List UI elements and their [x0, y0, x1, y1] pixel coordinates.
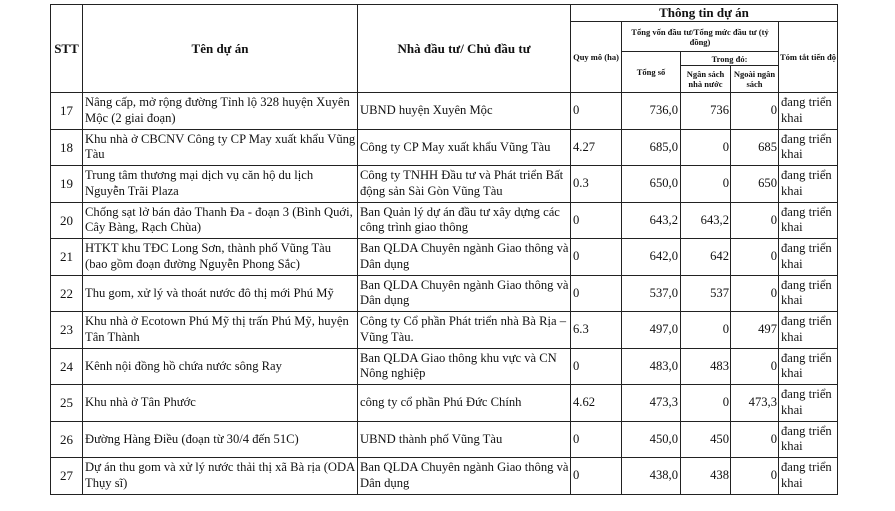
- cell-ngoai-ngan-sach: 0: [731, 239, 779, 276]
- cell-ngan-sach: 0: [681, 385, 731, 422]
- header-tong-so: Tổng số: [622, 52, 681, 93]
- table-row: [51, 93, 838, 130]
- cell-ten-du-an: Nâng cấp, mở rộng đường Tỉnh lộ 328 huyện Xuyên Mộc (2 giai đoạn): [83, 93, 358, 130]
- cell-ngan-sach: 537: [681, 275, 731, 312]
- header-trong-do: Trong đó:: [681, 52, 779, 66]
- table-row: [51, 385, 838, 422]
- cell-ten-du-an: HTKT khu TĐC Long Sơn, thành phố Vũng Tàu (bao gồm đoạn đường Nguyễn Phong Sắc): [83, 239, 358, 276]
- cell-tong-so: 650,0: [622, 166, 681, 203]
- cell-stt: 18: [51, 129, 83, 166]
- cell-ngan-sach: 643,2: [681, 202, 731, 239]
- cell-tien-do: đang triển khai: [779, 458, 838, 495]
- table-row: [51, 129, 838, 166]
- cell-tien-do: đang triển khai: [779, 385, 838, 422]
- header-tom-tat: Tóm tắt tiến độ: [779, 22, 838, 93]
- cell-nha-dau-tu: Công ty TNHH Đầu tư và Phát triển Bất động sản Sài Gòn Vũng Tàu: [358, 166, 571, 203]
- cell-ten-du-an: Khu nhà ở CBCNV Công ty CP May xuất khẩu Vũng Tàu: [83, 129, 358, 166]
- cell-ten-du-an: Khu nhà ở Tân Phước: [83, 385, 358, 422]
- cell-quy-mo: 6.3: [571, 312, 622, 349]
- cell-nha-dau-tu: Ban QLDA Chuyên ngành Giao thông và Dân dụng: [358, 239, 571, 276]
- cell-ngoai-ngan-sach: 0: [731, 421, 779, 458]
- cell-tien-do: đang triển khai: [779, 93, 838, 130]
- header-ngan-sach: Ngân sách nhà nước: [681, 66, 731, 93]
- cell-nha-dau-tu: công ty cổ phần Phú Đức Chính: [358, 385, 571, 422]
- cell-tien-do: đang triển khai: [779, 239, 838, 276]
- table-row: [51, 312, 838, 349]
- cell-quy-mo: 4.62: [571, 385, 622, 422]
- cell-ngan-sach: 0: [681, 312, 731, 349]
- header-stt: STT: [51, 5, 83, 93]
- cell-stt: 23: [51, 312, 83, 349]
- cell-ngoai-ngan-sach: 473,3: [731, 385, 779, 422]
- cell-ten-du-an: Kênh nội đồng hồ chứa nước sông Ray: [83, 348, 358, 385]
- project-table-sheet: [50, 4, 838, 495]
- table-row: [51, 166, 838, 203]
- cell-nha-dau-tu: Công ty CP May xuất khẩu Vũng Tàu: [358, 129, 571, 166]
- cell-tong-so: 450,0: [622, 421, 681, 458]
- cell-nha-dau-tu: Công ty Cổ phần Phát triển nhà Bà Rịa – Vũng Tàu.: [358, 312, 571, 349]
- cell-ngan-sach: 0: [681, 166, 731, 203]
- header-ten-du-an: Tên dự án: [83, 5, 358, 93]
- cell-quy-mo: 0.3: [571, 166, 622, 203]
- cell-ngan-sach: 0: [681, 129, 731, 166]
- cell-quy-mo: 0: [571, 275, 622, 312]
- cell-ten-du-an: Trung tâm thương mại dịch vụ căn hộ du lịch Nguyễn Trãi Plaza: [83, 166, 358, 203]
- cell-nha-dau-tu: Ban Quản lý dự án đầu tư xây dựng các công trình giao thông: [358, 202, 571, 239]
- table-row: [51, 348, 838, 385]
- header-tong-von: Tổng vốn đầu tư/Tổng mức đầu tư (tỷ đồng): [622, 22, 779, 52]
- cell-tong-so: 685,0: [622, 129, 681, 166]
- cell-ngan-sach: 736: [681, 93, 731, 130]
- header-thong-tin: Thông tin dự án: [571, 5, 838, 22]
- cell-quy-mo: 0: [571, 93, 622, 130]
- table-row: [51, 202, 838, 239]
- cell-stt: 22: [51, 275, 83, 312]
- project-table: [50, 4, 838, 495]
- header-ngoai-ngan-sach: Ngoài ngân sách: [731, 66, 779, 93]
- cell-ngoai-ngan-sach: 0: [731, 93, 779, 130]
- table-row: [51, 458, 838, 495]
- cell-ten-du-an: Dự án thu gom và xử lý nước thải thị xã Bà rịa (ODA Thụy sĩ): [83, 458, 358, 495]
- table-row: [51, 239, 838, 276]
- cell-nha-dau-tu: Ban QLDA Giao thông khu vực và CN Nông nghiệp: [358, 348, 571, 385]
- cell-stt: 25: [51, 385, 83, 422]
- cell-ngoai-ngan-sach: 685: [731, 129, 779, 166]
- cell-tong-so: 483,0: [622, 348, 681, 385]
- cell-quy-mo: 0: [571, 421, 622, 458]
- cell-stt: 20: [51, 202, 83, 239]
- cell-nha-dau-tu: Ban QLDA Chuyên ngành Giao thông và Dân dụng: [358, 275, 571, 312]
- cell-ten-du-an: Chống sạt lở bán đảo Thanh Đa - đoạn 3 (Bình Quới, Cây Bàng, Rạch Chùa): [83, 202, 358, 239]
- cell-tien-do: đang triển khai: [779, 166, 838, 203]
- cell-ngan-sach: 483: [681, 348, 731, 385]
- cell-quy-mo: 0: [571, 348, 622, 385]
- cell-tien-do: đang triển khai: [779, 129, 838, 166]
- cell-tong-so: 736,0: [622, 93, 681, 130]
- cell-tien-do: đang triển khai: [779, 348, 838, 385]
- cell-stt: 19: [51, 166, 83, 203]
- cell-ngoai-ngan-sach: 0: [731, 348, 779, 385]
- cell-tong-so: 473,3: [622, 385, 681, 422]
- cell-stt: 17: [51, 93, 83, 130]
- cell-quy-mo: 0: [571, 202, 622, 239]
- cell-quy-mo: 0: [571, 458, 622, 495]
- cell-tong-so: 537,0: [622, 275, 681, 312]
- cell-tien-do: đang triển khai: [779, 421, 838, 458]
- cell-stt: 27: [51, 458, 83, 495]
- cell-ngan-sach: 450: [681, 421, 731, 458]
- header-nha-dau-tu: Nhà đầu tư/ Chủ đầu tư: [358, 5, 571, 93]
- cell-ngan-sach: 642: [681, 239, 731, 276]
- cell-nha-dau-tu: UBND thành phố Vũng Tàu: [358, 421, 571, 458]
- cell-stt: 24: [51, 348, 83, 385]
- cell-tong-so: 643,2: [622, 202, 681, 239]
- cell-ngan-sach: 438: [681, 458, 731, 495]
- cell-ngoai-ngan-sach: 0: [731, 275, 779, 312]
- table-row: [51, 421, 838, 458]
- cell-tien-do: đang triển khai: [779, 202, 838, 239]
- cell-ngoai-ngan-sach: 0: [731, 202, 779, 239]
- header-quy-mo: Quy mô (ha): [571, 22, 622, 93]
- cell-stt: 26: [51, 421, 83, 458]
- cell-tien-do: đang triển khai: [779, 275, 838, 312]
- cell-ten-du-an: Thu gom, xử lý và thoát nước đô thị mới Phú Mỹ: [83, 275, 358, 312]
- cell-ngoai-ngan-sach: 0: [731, 458, 779, 495]
- cell-quy-mo: 0: [571, 239, 622, 276]
- cell-tong-so: 497,0: [622, 312, 681, 349]
- cell-ten-du-an: Khu nhà ở Ecotown Phú Mỹ thị trấn Phú Mỹ, huyện Tân Thành: [83, 312, 358, 349]
- cell-nha-dau-tu: Ban QLDA Chuyên ngành Giao thông và Dân dụng: [358, 458, 571, 495]
- cell-ten-du-an: Đường Hàng Điều (đoạn từ 30/4 đến 51C): [83, 421, 358, 458]
- cell-quy-mo: 4.27: [571, 129, 622, 166]
- cell-tong-so: 438,0: [622, 458, 681, 495]
- cell-ngoai-ngan-sach: 497: [731, 312, 779, 349]
- cell-ngoai-ngan-sach: 650: [731, 166, 779, 203]
- cell-stt: 21: [51, 239, 83, 276]
- table-row: [51, 275, 838, 312]
- cell-nha-dau-tu: UBND huyện Xuyên Mộc: [358, 93, 571, 130]
- cell-tong-so: 642,0: [622, 239, 681, 276]
- cell-tien-do: đang triển khai: [779, 312, 838, 349]
